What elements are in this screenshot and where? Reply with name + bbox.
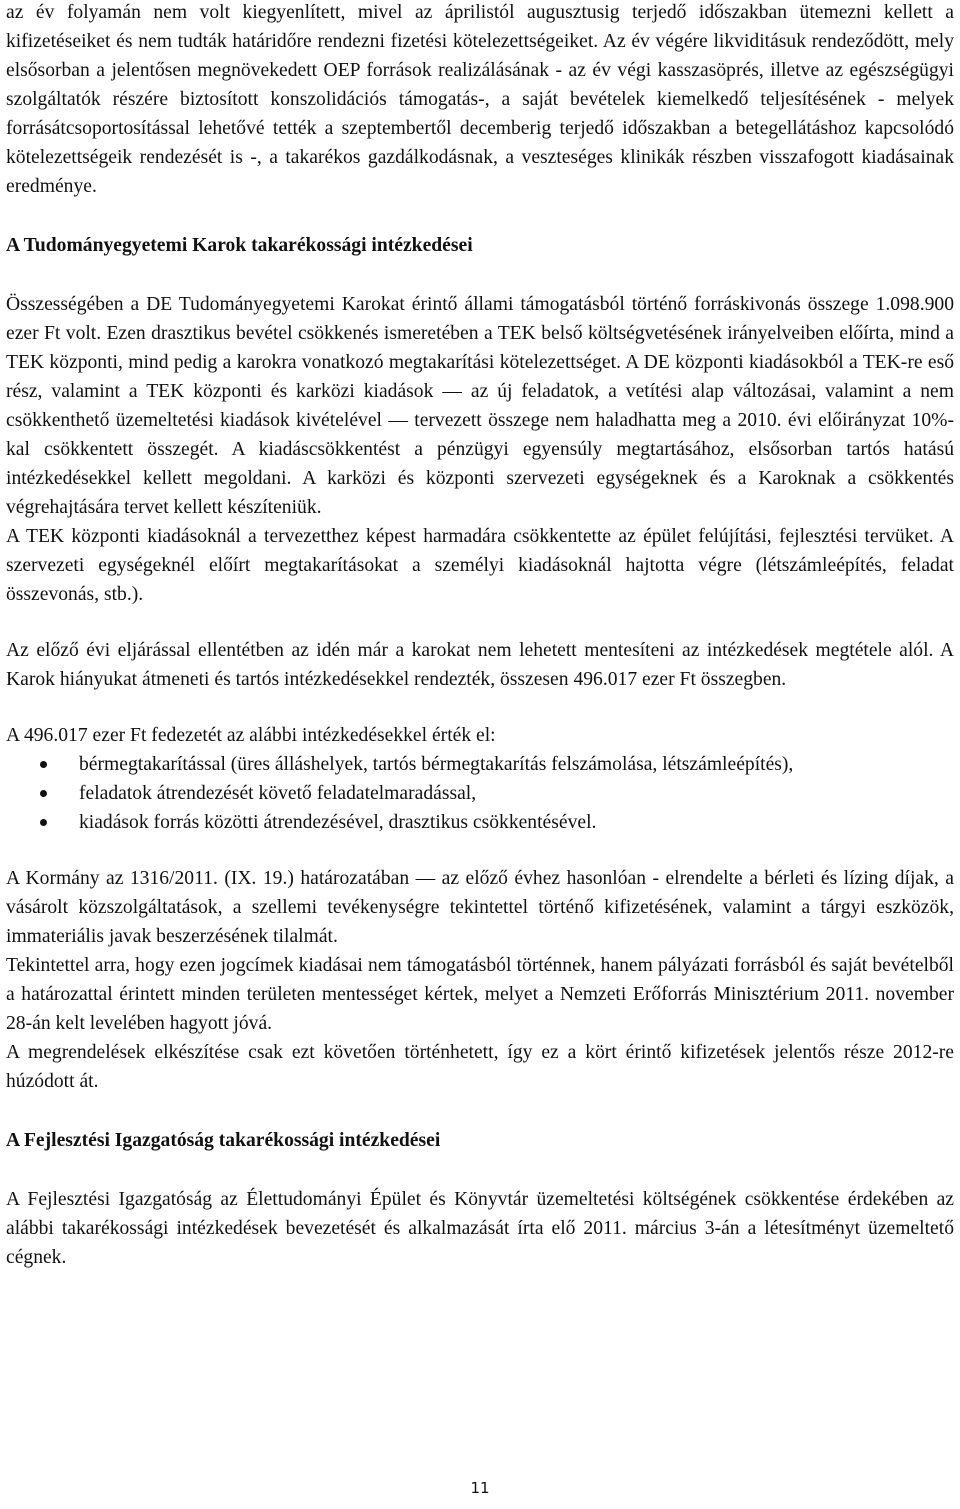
- list-item: [6, 779, 954, 808]
- paragraph-liquidity: az év folyamán nem volt kiegyenlített, mivel az áprilistól augusztusig terjedő időszakban ütemezni kellett a kifizetéseiket és nem tudták határidőre rendezni fizetési kötelezettségeiket. Az év végére likviditásuk rendeződött, mely elsősorban a jelentősen megnövekedett OEP források realizálásának - az év végi kasszasöprés, illetve az egészségügyi szolgáltatók részére biztosított konszolidációs támogatás-, a saját bevételek kiemelkedő teljesítésének - melyek forrásátcsoportosítással lehetővé tették a szeptembertől decemberig terjedő időszakban a betegellátáshoz kapcsolódó kötelezettségeik rendezését is -, a takarékos gazdálkodásnak, a veszteséges klinikák részben visszafogott kiadásainak eredménye.: [6, 2, 954, 197]
- list-item-text: feladatok átrendezését követő feladatelmaradással,: [79, 783, 477, 804]
- paragraph-government-decree: A Kormány az 1316/2011. (IX. 19.) határozatában — az előző évhez hasonlóan - elrendelte a bérleti és lízing díjak, a vásárolt közszolgáltatások, a szellemi tevékenységre tekintettel történő kifizetésének, valamint a tárgyi eszközök, immateriális javak beszerzésének tilalmát.: [6, 868, 954, 947]
- paragraph-development-measures: A Fejlesztési Igazgatóság az Élettudományi Épület és Könyvtár üzemeltetési költségének csökkentése érdekében az alábbi takarékossági intézkedések bevezetését és alkalmazását írta elő 2011. március 3-án a létesítményt üzemeltető cégnek.: [6, 1189, 954, 1268]
- list-item-text: bérmegtakarítással (üres álláshelyek, tartós bérmegtakarítás felszámolása, létszámleépítés),: [79, 754, 794, 775]
- list-item: [6, 750, 954, 779]
- paragraph-coverage-intro: A 496.017 ezer Ft fedezetét az alábbi intézkedésekkel érték el:: [6, 725, 496, 746]
- paragraph-tek-central: A TEK központi kiadásoknál a tervezetthez képest harmadára csökkentette az épület felújítási, fejlesztési tervüket. A szervezeti egységeknél előírt megtakarításokat a személyi kiadásoknál hajtotta végre (létszámleépítés, feladat összevonás, stb.).: [6, 526, 954, 605]
- measures-list: [6, 750, 954, 837]
- bullet-icon: [40, 790, 47, 797]
- page-number: 11: [470, 1479, 490, 1497]
- list-item: [6, 808, 954, 837]
- paragraph-orders: A megrendelések elkészítése csak ezt követően történhetett, így ez a kört érintő kifizetések jelentős része 2012-re húzódott át.: [6, 1042, 954, 1092]
- paragraph-faculty-deficit: Az előző évi eljárással ellentétben az idén már a karokat nem lehetett mentesíteni az intézkedések megtétele alól. A Karok hiányukat átmeneti és tartós intézkedésekkel rendezték, összesen 496.017 ezer Ft összegben.: [6, 640, 954, 690]
- paragraph-exemption: Tekintettel arra, hogy ezen jogcímek kiadásai nem támogatásból történnek, hanem pályázati forrásból és saját bevételből a határozattal érintett minden területen mentességet kértek, melyet a Nemzeti Erőforrás Minisztérium 2011. november 28-án kelt levelében hagyott jóvá.: [6, 955, 954, 1034]
- bullet-icon: [40, 819, 47, 826]
- list-item-text: kiadások forrás közötti átrendezésével, drasztikus csökkentésével.: [79, 812, 597, 833]
- bullet-icon: [40, 761, 47, 768]
- section-heading-development: A Fejlesztési Igazgatóság takarékossági intézkedései: [6, 1130, 441, 1151]
- section-heading-faculties: A Tudományegyetemi Karok takarékossági intézkedései: [6, 235, 473, 256]
- paragraph-funding-cut: Összességében a DE Tudományegyetemi Karokat érintő állami támogatásból történő forráskivonás összege 1.098.900 ezer Ft volt. Ezen drasztikus bevétel csökkenés ismeretében a TEK belső költségvetésének irányelveiben előírta, mind a TEK központi, mind pedig a karokra vonatkozó megtakarítási kötelezettséget. A DE központi kiadásokból a TEK-re eső rész, valamint a TEK központi és karközi kiadások — az új feladatok, a vetítési alap változásai, valamint a nem csökkenthető üzemeltetési kiadások kivételével — tervezett összege nem haladhatta meg a 2010. évi előirányzat 10%-kal csökkentett összegét. A kiadáscsökkentést a pénzügyi egyensúly megtartásához, elsősorban tartós hatású intézkedésekkel kellett megoldani. A karközi és központi szervezeti egységeknek és a Karoknak a csökkentés végrehajtására tervet kellett készíteniük.: [6, 294, 954, 518]
